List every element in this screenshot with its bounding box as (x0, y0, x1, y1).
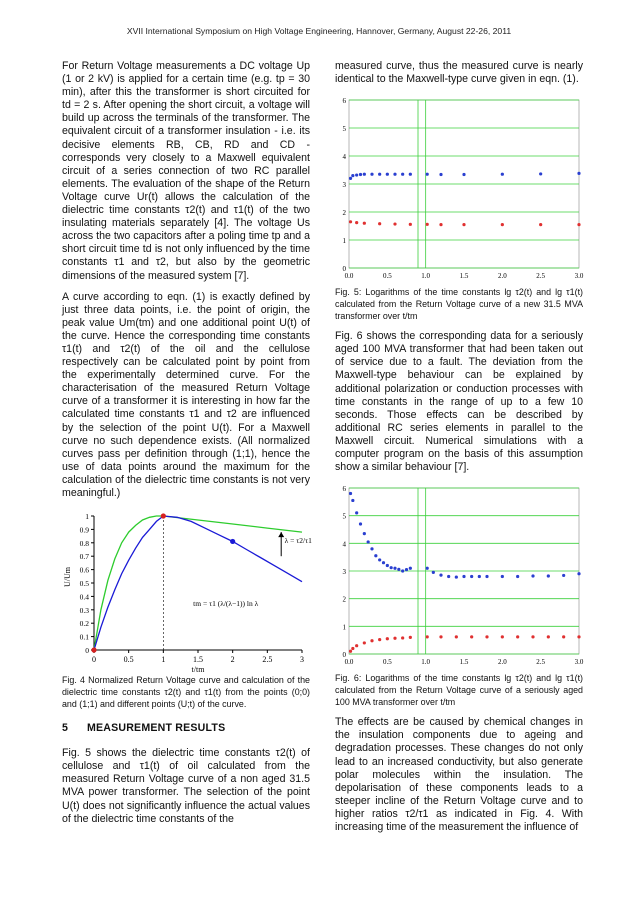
fig6-point-tau1 (470, 635, 473, 638)
fig6-point-tau1 (351, 647, 354, 650)
fig6-point-tau2 (351, 499, 354, 502)
fig6-point-tau2 (363, 532, 366, 535)
right-paragraph-2: Fig. 6 shows the corresponding data for a seriously aged 100 MVA transformer that had been taken out of service due to a fault. The deviation from the Maxwell-type behaviour can be explained by additional polarization or conduction processes with time constants in the range of up to a few 10 seconds. Those effects can be described by additional RC series elements in parallel to the Maxwell circuit. Numerical simulations with a computer program on the basis of this assumption show a similar behaviour [7]. (335, 330, 583, 474)
fig4-y-tick-label: 0.7 (79, 552, 89, 562)
fig5-x-tick-label: 0.5 (382, 272, 392, 281)
left-paragraph-1: For Return Voltage measurements a DC voltage Up (1 or 2 kV) is applied for a certain time (e.g. tp = 30 min), after this the transformer is short circuited for td = 2 s. After opening the short circuit, a voltage will build up across the terminals of the transformer. The equivalent circuit of a transformer insulation - i.e. its decisive elements RB, CB, RD and CD - corresponds very closely to a Maxwell equivalent circuit of a series connection of two RC parallel elements. The evaluation of the shape of the Return Voltage curve Ur(t) allows the calculation of the dielectric time constants τ2(t) and τ1(t) of the two insulating materials separately [4]. The voltage Us across the two capacitors after a poling time tp and a short circuit time td is not only influenced by the time constants τ1 and τ2, but also by the geometric dimensions of the measured system [7]. (62, 60, 310, 282)
fig6-point-tau1 (355, 644, 358, 647)
fig6-point-tau2 (462, 575, 465, 578)
fig6-y-tick-label: 4 (342, 540, 346, 549)
fig4-y-tick-label: 0.8 (79, 538, 89, 548)
fig4-x-tick-label: 1 (161, 655, 166, 665)
fig5-point-tau2 (363, 173, 366, 176)
fig6-point-tau2 (501, 575, 504, 578)
fig5-point-tau1 (439, 223, 442, 226)
fig4-point (230, 539, 235, 544)
fig6-point-tau1 (485, 635, 488, 638)
fig4-y-tick-label: 0.3 (79, 605, 89, 615)
fig5-point-tau1 (355, 221, 358, 224)
fig5-point-tau2 (359, 173, 362, 176)
fig5-point-tau2 (439, 173, 442, 176)
fig5-point-tau2 (349, 177, 352, 180)
fig5-point-tau2 (393, 173, 396, 176)
fig6-y-tick-label: 0 (342, 651, 346, 660)
fig6-point-tau2 (439, 574, 442, 577)
fig6-point-tau1 (562, 635, 565, 638)
fig6-point-tau1 (378, 638, 381, 641)
fig6-point-tau1 (409, 636, 412, 639)
fig4-y-tick-label: 0.9 (79, 525, 89, 535)
fig6-point-tau2 (397, 568, 400, 571)
fig4-tm-annotation: tm = τ1 (λ/(λ−1)) ln λ (193, 598, 259, 608)
fig5-point-tau2 (426, 173, 429, 176)
fig6-point-tau2 (478, 575, 481, 578)
fig6-point-tau2 (355, 512, 358, 515)
fig6-point-tau2 (349, 492, 352, 495)
fig4-caption: Fig. 4 Normalized Return Voltage curve and calculation of the dielectric time constants τ2(t) and τ1(t) from the points (0;0) and (1;1) and different points (U;t) of the curve. (62, 675, 310, 710)
fig6-point-tau2 (432, 571, 435, 574)
fig5-point-tau1 (349, 220, 352, 223)
fig6-point-tau2 (485, 575, 488, 578)
fig6-point-tau1 (516, 635, 519, 638)
fig5-point-tau2 (501, 173, 504, 176)
fig6-point-tau2 (390, 566, 393, 569)
fig6-point-tau2 (547, 575, 550, 578)
fig6-point-tau2 (577, 572, 580, 575)
fig4-y-tick-label: 0.6 (79, 565, 89, 575)
fig5-x-tick-label: 2.5 (536, 272, 546, 281)
fig6-point-tau1 (547, 635, 550, 638)
fig6-point-tau1 (370, 639, 373, 642)
fig5-point-tau1 (539, 223, 542, 226)
fig6-x-tick-label: 0.5 (382, 658, 392, 667)
fig6-point-tau2 (378, 559, 381, 562)
fig6-y-tick-label: 6 (342, 485, 346, 494)
fig5-point-tau1 (426, 223, 429, 226)
fig6-x-tick-label: 1.0 (421, 658, 431, 667)
fig5-x-tick-label: 3.0 (574, 272, 584, 281)
fig6-point-tau1 (501, 635, 504, 638)
fig5-point-tau2 (370, 173, 373, 176)
fig5-y-tick-label: 2 (342, 209, 346, 218)
left-column (62, 60, 310, 834)
fig6-point-tau2 (531, 575, 534, 578)
fig6-point-tau1 (363, 642, 366, 645)
fig6-point-tau2 (382, 561, 385, 564)
fig5-point-tau2 (409, 173, 412, 176)
fig4-x-tick-label: 1.5 (193, 655, 203, 665)
fig5-y-tick-label: 1 (342, 237, 346, 246)
fig6-point-tau1 (386, 637, 389, 640)
fig6-point-tau1 (531, 635, 534, 638)
fig5-point-tau1 (409, 223, 412, 226)
fig5-point-tau1 (393, 223, 396, 226)
fig6-point-tau1 (393, 637, 396, 640)
fig6-point-tau2 (393, 567, 396, 570)
fig6-point-tau2 (401, 570, 404, 573)
fig5-x-tick-label: 2.0 (497, 272, 507, 281)
fig5-point-tau2 (378, 173, 381, 176)
fig6-point-tau2 (386, 564, 389, 567)
fig6-y-tick-label: 2 (342, 595, 346, 604)
fig5-point-tau2 (577, 172, 580, 175)
fig5-y-tick-label: 4 (342, 153, 346, 162)
fig5-point-tau2 (462, 173, 465, 176)
section-title: MEASUREMENT RESULTS (86, 722, 226, 735)
fig5-y-tick-label: 5 (342, 125, 346, 134)
fig6-point-tau2 (409, 567, 412, 570)
section-heading (62, 722, 310, 735)
fig6-point-tau2 (367, 541, 370, 544)
fig5-point-tau2 (386, 173, 389, 176)
fig4-arrow-head (278, 532, 284, 537)
fig4-y-tick-label: 1 (85, 512, 89, 522)
fig6-point-tau2 (562, 574, 565, 577)
fig4-y-tick-label: 0.1 (79, 632, 89, 642)
fig4-series-green (94, 516, 302, 650)
fig5-point-tau1 (378, 222, 381, 225)
fig4-y-tick-label: 0 (85, 646, 89, 656)
fig6-point-tau1 (349, 650, 352, 653)
fig4-series-blue (94, 516, 302, 650)
fig5-y-tick-label: 0 (342, 265, 346, 274)
fig4-y-tick-label: 0.2 (79, 619, 89, 629)
fig5-chart (335, 94, 583, 280)
fig6-point-tau2 (374, 554, 377, 557)
fig6-point-tau2 (405, 568, 408, 571)
fig6-x-tick-label: 1.5 (459, 658, 469, 667)
fig5-point-tau2 (351, 174, 354, 177)
left-paragraph-2: A curve according to eqn. (1) is exactly defined by just three data points, i.e. the point of origin, the peak value Um(tm) and one additional point U(t) of the curve. Hence the corresponding time constants τ1(t) and τ2(t) of the oil and the cellulose respectively can be calculated point by point from the experimentally determined curve. For the characterisation of the measured Return Voltage curve of a transformer it is interesting in how far the calculated time constants τ1 and τ2 are influenced by the selection of the point U(t). For a Maxwell curve no such dependence exists. (All normalized curves pass per definition through (1;1), hence the use of data points around the maximum for the calculation of the dielectric time constants is not very meaningful.) (62, 290, 310, 499)
fig5-x-tick-label: 1.5 (459, 272, 469, 281)
fig4-point (161, 513, 166, 518)
right-paragraph-3: The effects are be caused by chemical changes in the insulation components due to ageing and degradation processes. These changes do not only lead to an increased conductivity, but also generate polar molecules within the insulation. The depolarisation of these components leads to a steeper incline of the Return Voltage curve and to higher ratios τ2/τ1 as indicated in Fig. 4. With increasing time of the measurement the influence of (335, 716, 583, 833)
fig6-point-tau2 (516, 575, 519, 578)
fig6-y-tick-label: 5 (342, 512, 346, 521)
fig4-chart (62, 508, 312, 675)
fig6-point-tau1 (455, 635, 458, 638)
fig6-x-tick-label: 2.0 (497, 658, 507, 667)
fig6-x-tick-label: 2.5 (536, 658, 546, 667)
left-paragraph-3: Fig. 5 shows the dielectric time constants τ2(t) of cellulose and τ1(t) of oil calculated from the measured Return Voltage curve of a non aged 31.5 MVA power transformer. The selection of the point U(t) does not significantly influence the actual values of the dielectric time constants of the (62, 747, 310, 825)
fig6-point-tau2 (359, 523, 362, 526)
fig6-y-tick-label: 1 (342, 623, 346, 632)
fig5-y-tick-label: 3 (342, 181, 346, 190)
fig6-point-tau2 (447, 575, 450, 578)
fig5-point-tau1 (501, 223, 504, 226)
fig4-x-tick-label: 2.5 (262, 655, 273, 665)
page-header: XVII International Symposium on High Voltage Engineering, Hannover, Germany, August 22-26, 2011 (126, 26, 512, 36)
fig4-x-tick-label: 3 (300, 655, 304, 665)
fig4-y-tick-label: 0.5 (79, 579, 89, 589)
fig6-x-tick-label: 3.0 (574, 658, 584, 667)
fig5-point-tau1 (577, 223, 580, 226)
fig4-x-tick-label: 0.5 (123, 655, 134, 665)
fig5-y-tick-label: 6 (342, 97, 346, 106)
fig4-lambda-annotation: λ = τ2/τ1 (284, 535, 312, 545)
right-paragraph-1: measured curve, thus the measured curve is nearly identical to the Maxwell-type curve given in eqn. (1). (335, 60, 583, 86)
fig6-point-tau2 (470, 575, 473, 578)
fig4-y-label: U/Um (63, 567, 72, 588)
fig6-point-tau1 (577, 635, 580, 638)
fig5-point-tau1 (363, 222, 366, 225)
fig6-y-tick-label: 3 (342, 568, 346, 577)
fig6-chart (335, 482, 583, 666)
fig5-caption: Fig. 5: Logarithms of the time constants lg τ2(t) and lg τ1(t) calculated from the Return Voltage curve of a new 31.5 MVA transformer over t/tm (335, 287, 583, 322)
fig4-x-label: t/tm (191, 665, 205, 675)
fig6-point-tau1 (401, 637, 404, 640)
fig4-point (91, 647, 96, 652)
fig4-x-tick-label: 0 (92, 655, 96, 665)
fig5-x-tick-label: 1.0 (421, 272, 431, 281)
fig6-point-tau2 (455, 576, 458, 579)
fig6-caption: Fig. 6: Logarithms of the time constants lg τ2(t) and lg τ1(t) calculated from the Return Voltage curve of a seriously aged 100 MVA transformer over t/tm (335, 673, 583, 708)
fig5-x-tick-label: 0.0 (344, 272, 354, 281)
fig4-x-tick-label: 2 (230, 655, 235, 665)
fig6-x-tick-label: 0.0 (344, 658, 354, 667)
fig6-point-tau1 (426, 635, 429, 638)
section-number: 5 (62, 722, 69, 735)
fig6-point-tau1 (439, 635, 442, 638)
fig5-point-tau1 (462, 223, 465, 226)
fig5-point-tau2 (355, 174, 358, 177)
fig5-point-tau2 (539, 173, 542, 176)
fig4-y-tick-label: 0.4 (79, 592, 89, 602)
fig6-point-tau2 (370, 547, 373, 550)
fig6-point-tau2 (426, 567, 429, 570)
fig5-point-tau2 (401, 173, 404, 176)
right-column (335, 60, 583, 842)
